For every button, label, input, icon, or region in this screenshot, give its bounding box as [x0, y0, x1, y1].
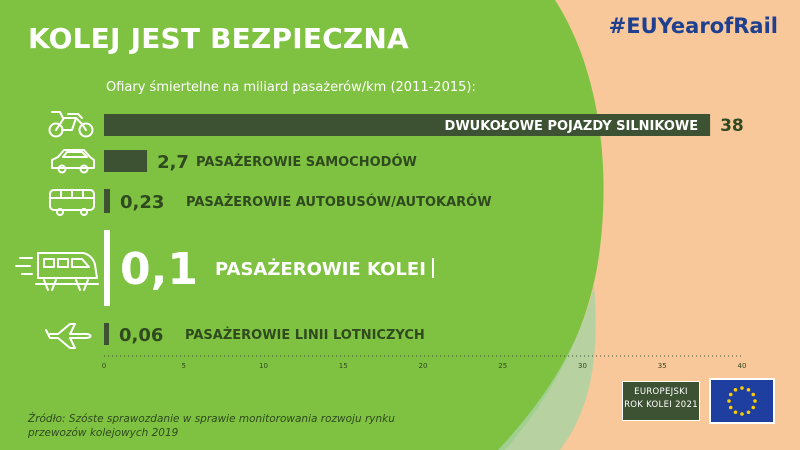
flag-star — [727, 399, 731, 403]
x-tick-label-20: 20 — [418, 362, 428, 370]
flag-star — [751, 393, 755, 397]
source-line-2: przewozów kolejowych 2019 — [28, 427, 179, 439]
bar-5 — [104, 323, 109, 345]
value-label-3: 0,23 — [120, 192, 165, 213]
value-label-4: 0,1 — [120, 244, 198, 295]
text-cursor — [432, 258, 434, 278]
year-of-rail-badge — [622, 381, 700, 421]
x-tick-label-10: 10 — [259, 362, 268, 370]
category-label-4: PASAŻEROWIE KOLEI — [215, 259, 426, 280]
badge-line-2: ROK KOLEI 2021 — [624, 400, 698, 410]
eu-flag-icon — [709, 378, 775, 424]
page-title: KOLEJ JEST BEZPIECZNA — [28, 22, 409, 55]
x-tick-label-5: 5 — [181, 362, 186, 370]
value-label-1: 38 — [720, 116, 744, 136]
category-label-3: PASAŻEROWIE AUTOBUSÓW/AUTOKARÓW — [186, 195, 492, 210]
flag-star — [753, 399, 757, 403]
x-tick-label-30: 30 — [578, 362, 587, 370]
flag-star — [729, 393, 733, 397]
source-note — [28, 412, 408, 440]
flag-star — [751, 406, 755, 410]
hashtag: #EUYearofRail — [608, 14, 778, 38]
category-label-1: DWUKOŁOWE POJAZDY SILNIKOWE — [444, 119, 699, 134]
value-label-5: 0,06 — [119, 325, 164, 346]
flag-star — [729, 406, 733, 410]
flag-star — [734, 388, 738, 392]
x-tick-label-40: 40 — [737, 362, 747, 370]
source-line-1: Źródło: Szóste sprawozdanie w sprawie monitorowania rozwoju rynku — [28, 413, 395, 425]
category-label-5: PASAŻEROWIE LINII LOTNICZYCH — [185, 328, 425, 343]
bar-4 — [104, 230, 110, 306]
x-tick-label-25: 25 — [498, 362, 508, 370]
flag-star — [747, 410, 751, 414]
flag-star — [734, 410, 738, 414]
x-tick-label-15: 15 — [338, 362, 348, 370]
flag-star — [747, 388, 751, 392]
category-label-2: PASAŻEROWIE SAMOCHODÓW — [196, 155, 417, 170]
bar-3 — [104, 189, 110, 213]
badge-line-1: EUROPEJSKI — [634, 387, 688, 397]
x-tick-label-35: 35 — [657, 362, 667, 370]
flag-star — [740, 386, 744, 390]
chart-title: Ofiary śmiertelne na miliard pasażerów/km (2011-2015): — [106, 80, 476, 95]
x-tick-label-0: 0 — [101, 362, 107, 370]
flag-star — [740, 412, 744, 416]
value-label-2: 2,7 — [157, 152, 189, 173]
bar-2 — [104, 150, 147, 172]
